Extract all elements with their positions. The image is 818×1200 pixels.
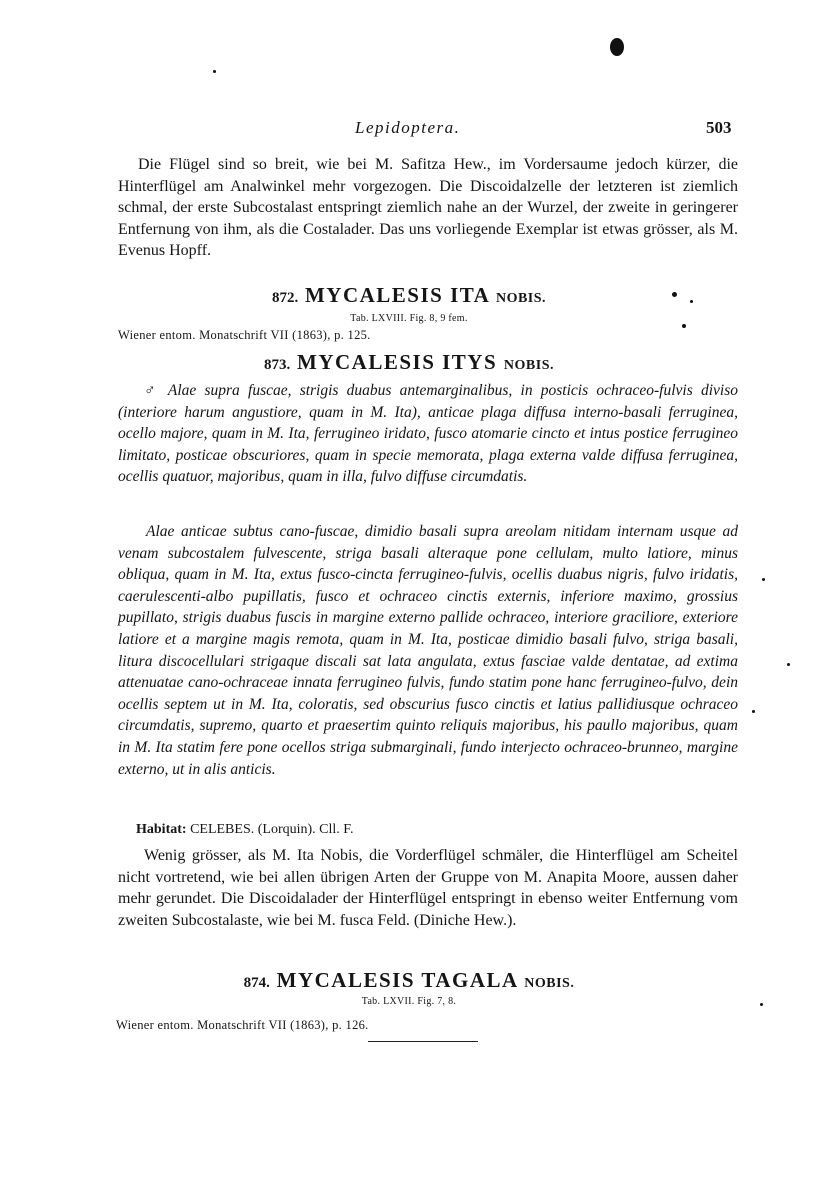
latin-description-underside: Alae anticae subtus cano-fuscae, dimidio basali supra areolam nitidam internam usque ad venam subcostalem fulvescente, striga basali alteraque pone cellulam, multo latiore, minus obliqua, quam in M. Ita, extus fusco-cincta ferrugineo-fulvis, ocellis duabus nigris, fulvo iridatis, caerulescenti-albo pupillatis, fusco et ochraceo cinctis externis, inferiore maximo, grossius pupillato, strigis duabus fuscis in margine externo pallide ochraceo, interiore graciliore, exteriore latiore et a margine magis remota, quam in M. Ita, posticae dimidio basali fulvo, striga basali, litura discocellulari strigaque discali sat lata angulata, extus fasciae valde dentatae, ad extima attenuatae cano-ochraceae innata ferrugineo fulvis, fundo statim pone hanc ferrugineo-fulvo, dein ocellis septem ut in M. Ita, coloratis, sed obscurius fusco cinctis et latius pallidiusque ochraceo circumdatis, supremo, quarto et praesertim quinto reliquis majoribus, his paullo majoribus, quam in M. Ita statim fere pone ocellos striga submarginali, fundo interjecto ochraceo-brunneo, margine externo, ut in alis anticis. [118, 523, 738, 778]
running-title: Lepidoptera. [355, 118, 461, 137]
literature-reference-872: Wiener entom. Monatschrift VII (1863), p. 125. [118, 328, 371, 342]
intro-paragraph: Die Flügel sind so breit, wie bei M. Safitza Hew., im Vordersaume jedoch kürzer, die Hinterflügel am Analwinkel mehr vorgezogen. Die Discoidalzelle der letzteren ist ziemlich schmal, der erste Subcostalast entspringt ziemlich nahe an der Wurzel, der zweite in geringerer Entfernung von ihm, als die Costalader. Das uns vorliegende Exemplar ist etwas grösser, als M. Evenus Hopff. [118, 156, 738, 260]
habitat-value: CELEBES. (Lorquin). Cll. F. [190, 822, 354, 837]
ink-speck [213, 70, 216, 73]
ink-speck [610, 38, 624, 56]
ink-speck [690, 300, 693, 303]
species-heading-872 [0, 283, 818, 308]
species-name: MYCALESIS TAGALA [276, 968, 518, 992]
species-author: NOBIS. [524, 976, 575, 991]
literature-reference-874: Wiener entom. Monatschrift VII (1863), p. 126. [116, 1018, 369, 1032]
latin-description-upperside: ♂ Alae supra fuscae, strigis duabus antemarginalibus, in posticis ochraceo-fulvis diviso (interiore harum angustiore, quam in M. Ita), anticae plaga diffusa interno-basali ferruginea, ocello majore, quam in M. Ita, ferrugineo iridato, fusco atomarie cincto et intus postice ferrugineo limitato, posticae obscuriores, quam in specie memorata, plaga externa valde diffusa ferruginea, ocellis quatuor, majoribus, quam in illa, fulvo diffuse circumdatis. [118, 382, 738, 486]
ink-speck [682, 324, 686, 328]
habitat-line [136, 822, 353, 838]
species-number: 872. [271, 290, 299, 306]
species-number: 874. [243, 975, 270, 991]
species-heading-874 [0, 968, 818, 993]
species-heading-873 [0, 350, 818, 375]
species-name: MYCALESIS ITA [304, 283, 490, 307]
habitat-label: Habitat: [136, 822, 187, 837]
page-number: 503 [706, 118, 732, 137]
page-header [0, 118, 818, 142]
species-number: 873. [264, 357, 291, 373]
species-author: NOBIS. [503, 358, 554, 373]
closing-rule [368, 1041, 478, 1042]
plate-reference-872: Tab. LXVIII. Fig. 8, 9 fem. [350, 313, 468, 324]
ink-speck [787, 663, 790, 666]
ink-speck [672, 292, 677, 297]
ink-speck [752, 710, 755, 713]
species-author: NOBIS. [495, 291, 547, 306]
ink-speck [760, 1003, 763, 1006]
german-remarks: Wenig grösser, als M. Ita Nobis, die Vorderflügel schmäler, die Hinterflügel am Scheitel nicht vortretend, wie bei allen übrigen Arten der Gruppe von M. Anapita Moore, aussen daher mehr gerundet. Die Discoidalader der Hinterflügel entspringt in ebenso weiter Entfernung vom zweiten Subcostalaste, wie bei M. fusca Feld. (Diniche Hew.). [118, 847, 738, 929]
ink-speck [762, 578, 765, 581]
plate-reference-874: Tab. LXVII. Fig. 7, 8. [361, 996, 457, 1007]
species-name: MYCALESIS ITYS [297, 350, 498, 374]
